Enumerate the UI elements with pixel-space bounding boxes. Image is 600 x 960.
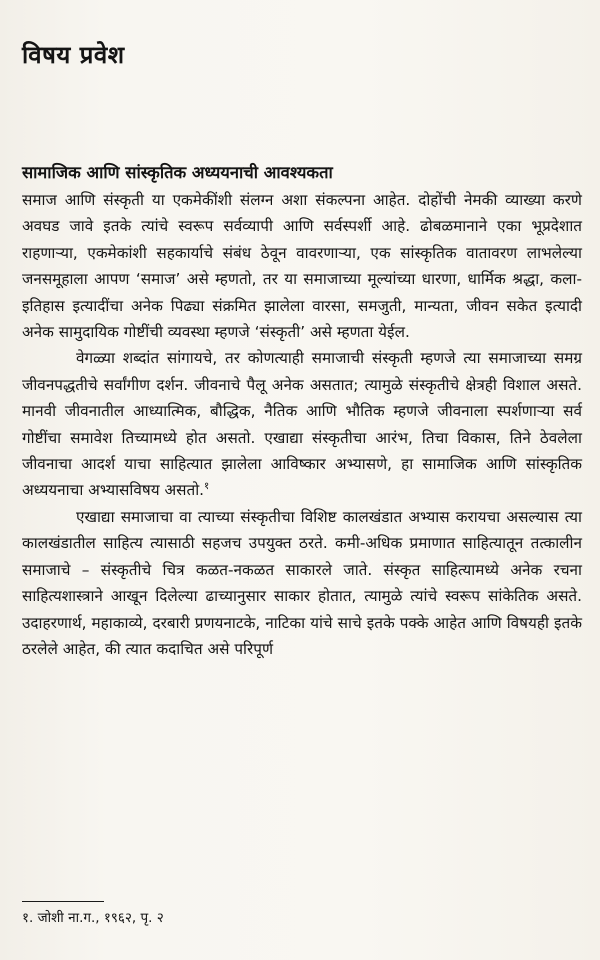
footnote-divider xyxy=(22,901,104,902)
footnote-reference: १ xyxy=(204,481,210,493)
body-text xyxy=(22,187,582,662)
paragraph-2 xyxy=(22,345,582,503)
paragraph-3: एखाद्या समाजाचा वा त्याच्या संस्कृतीचा विशिष्ट कालखंडात अभ्यास करायचा असल्यास त्या कालखंडातील साहित्य त्यासाठी सहजच उपयुक्त ठरते. कमी-अधिक प्रमाणात साहित्यातून तत्कालीन समाजाचे – संस्कृतीचे चित्र कळत-नकळत साकारले जाते. संस्कृत साहित्यामध्ये अनेक रचना साहित्यशास्त्राने आखून दिलेल्या ढाच्यानुसार साकार होतात, त्यामुळे त्यांचे स्वरूप सांकेतिक असते. उदाहरणार्थ, महाकाव्ये, दरबारी प्रणयनाटके, नाटिका यांचे साचे इतके पक्के आहेत आणि विषयही इतके ठरलेले आहेत, की त्यात कदाचित असे परिपूर्ण xyxy=(22,507,582,658)
section-heading: सामाजिक आणि सांस्कृतिक अध्ययनाची आवश्यकता xyxy=(22,163,333,182)
chapter-title: विषय प्रवेश xyxy=(22,41,125,69)
paragraph-2-text: वेगळ्या शब्दांत सांगायचे, तर कोणत्याही समाजाची संस्कृती म्हणजे त्या समाजाच्या समग्र जीवनपद्धतीचे सर्वांगीण दर्शन. जीवनाचे पैलू अनेक असतात; त्यामुळे संस्कृतीचे क्षेत्रही विशाल असते. मानवी जीवनातील आध्यात्मिक, बौद्धिक, नैतिक आणि भौतिक म्हणजे जीवनाला स्पर्शणाऱ्या सर्व गोष्टींचा समावेश तिच्यामध्ये होत असतो. एखाद्या संस्कृतीचा आरंभ, तिचा विकास, तिने ठेवलेला जीवनाचा आदर्श याचा साहित्यात झालेला आविष्कार अभ्यासणे, हा सामाजिक आणि सांस्कृतिक अध्ययनाचा अभ्यासविषय असतो. xyxy=(22,349,582,500)
footnote: १. जोशी ना.ग., १९६२, पृ. २ xyxy=(22,910,164,926)
paragraph-1: समाज आणि संस्कृती या एकमेकींशी संलग्न अशा संकल्पना आहेत. दोहोंची नेमकी व्याख्या करणे अवघड जावे इतके त्यांचे स्वरूप सर्वव्यापी आणि सर्वस्पर्शी आहे. ढोबळमानाने एका भूप्रदेशात राहणाऱ्या, एकमेकांशी सहकार्याचे संबंध ठेवून वावरणाऱ्या, एक सांस्कृतिक वातावरण लाभलेल्या जनसमूहाला आपण ‘समाज’ असे म्हणतो, तर या समाजाच्या मूल्यांच्या धारणा, धार्मिक श्रद्धा, कला-इतिहास इत्यादींचा अनेक पिढ्या संक्रमित झालेला वारसा, समजुती, मान्यता, जीवन सकेत इत्यादी अनेक सामुदायिक गोष्टींची व्यवस्था म्हणजे ‘संस्कृती’ असे म्हणता येईल. xyxy=(22,191,582,342)
